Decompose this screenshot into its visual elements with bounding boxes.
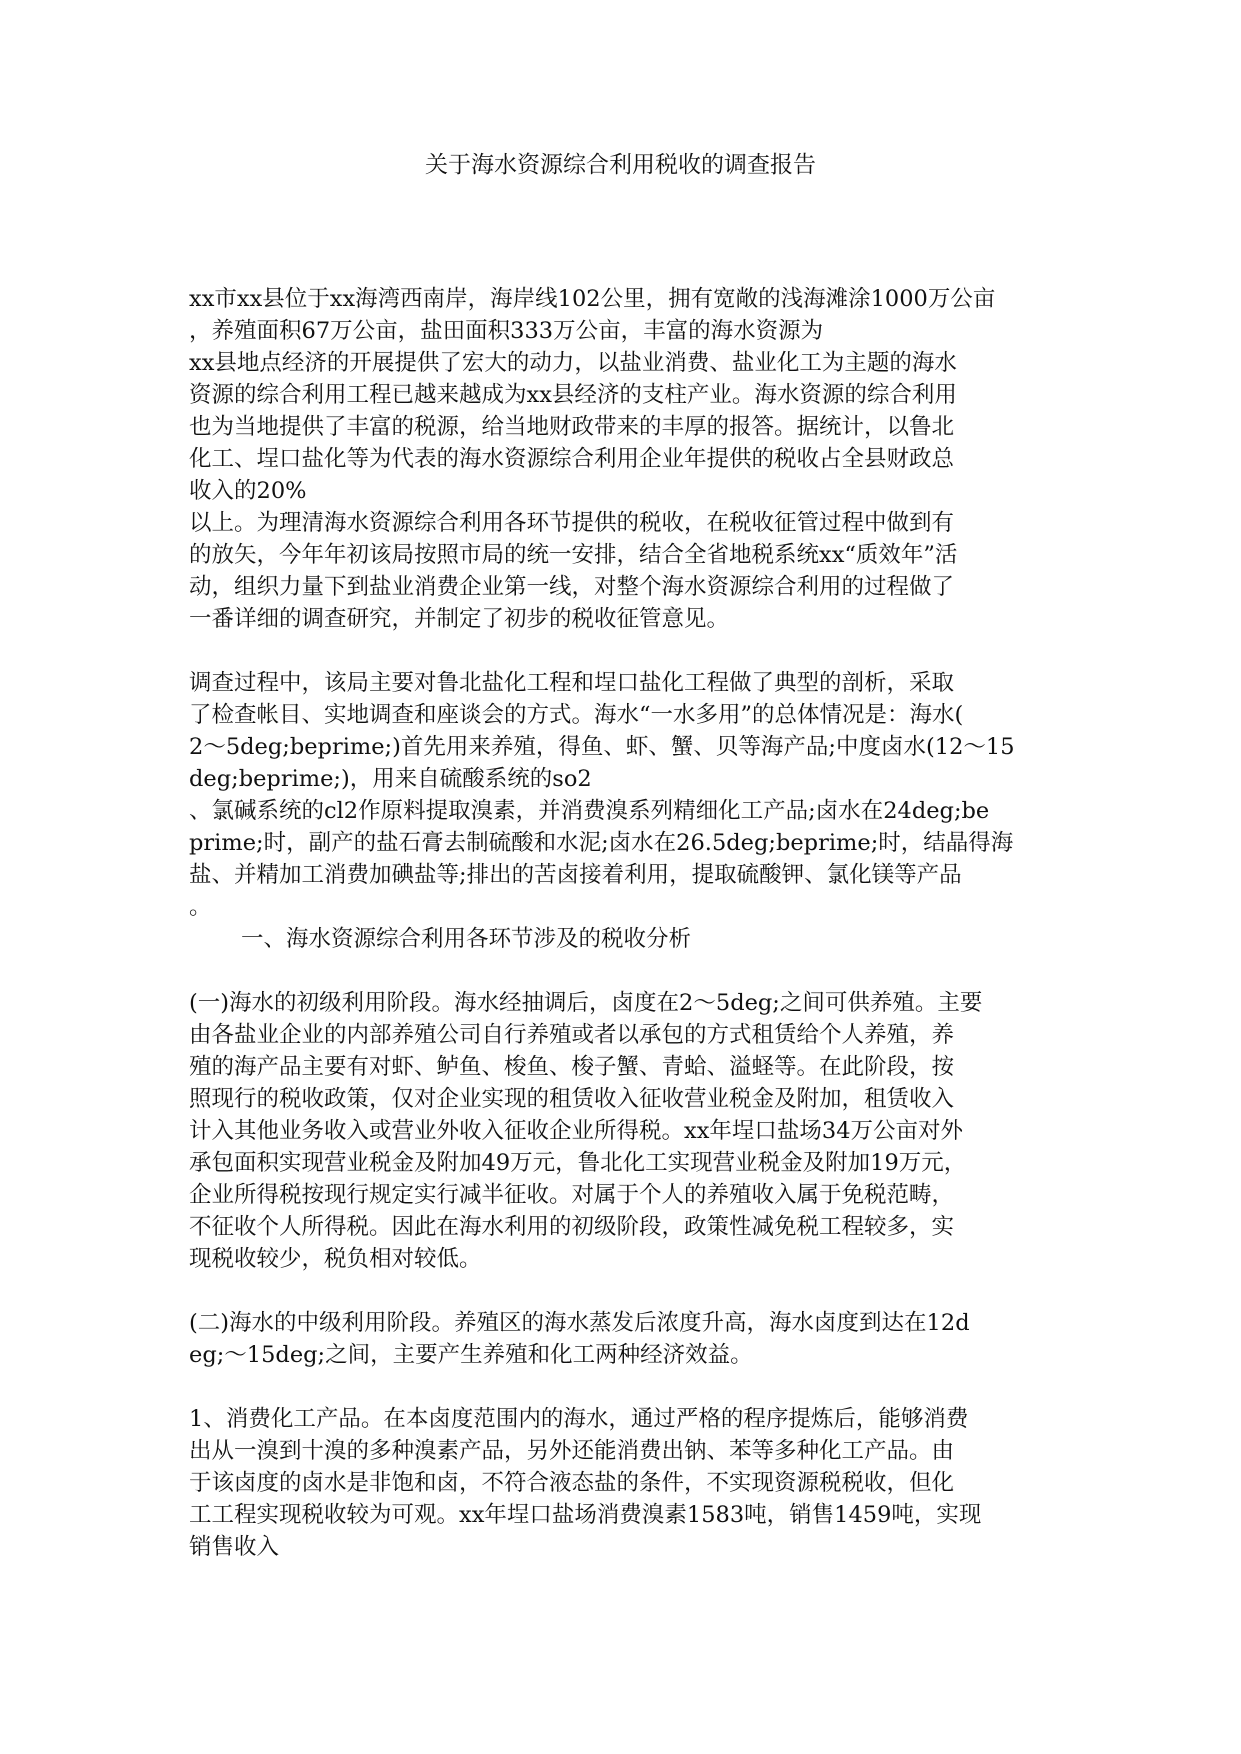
text-line: 也为当地提供了丰富的税源，给当地财政带来的丰厚的报答。据统计，以鲁北 [189, 414, 955, 440]
text-line: 计入其他业务收入或营业外收入征收企业所得税。xx年埕口盐场34万公亩对外 [189, 1118, 964, 1144]
text-line: 照现行的税收政策，仅对企业实现的租赁收入征收营业税金及附加，租赁收入 [189, 1086, 955, 1112]
text-line: 1、消费化工产品。在本卤度范围内的海水，通过严格的程序提炼后，能够消费 [189, 1406, 969, 1432]
report-body [189, 283, 1055, 1563]
text-line: 了检查帐目、实地调查和座谈会的方式。海水“一水多用”的总体情况是：海水( [189, 702, 964, 728]
text-line: ，养殖面积67万公亩，盐田面积333万公亩，丰富的海水资源为 [189, 318, 824, 344]
text-line: xx县地点经济的开展提供了宏大的动力，以盐业消费、盐业化工为主题的海水 [189, 350, 957, 376]
text-line: 以上。为理清海水资源综合利用各环节提供的税收，在税收征管过程中做到有 [189, 510, 955, 536]
text-line: (一)海水的初级利用阶段。海水经抽调后，卤度在2～5deg;之间可供养殖。主要 [189, 990, 983, 1016]
text-line: 动，组织力量下到盐业消费企业第一线，对整个海水资源综合利用的过程做了 [189, 574, 955, 600]
text-line: 、氯碱系统的cl2作原料提取溴素，并消费溴系列精细化工产品;卤水在24deg;be [189, 798, 990, 824]
text-line: 收入的20% [189, 478, 307, 504]
text-line: eg;～15deg;之间，主要产生养殖和化工两种经济效益。 [189, 1342, 753, 1368]
section-heading: 一、海水资源综合利用各环节涉及的税收分析 [241, 926, 692, 952]
text-line: 于该卤度的卤水是非饱和卤，不符合液态盐的条件，不实现资源税税收，但化 [189, 1470, 955, 1496]
text-line: 殖的海产品主要有对虾、鲈鱼、梭鱼、梭子蟹、青蛤、溢蛏等。在此阶段，按 [189, 1054, 955, 1080]
text-line: 不征收个人所得税。因此在海水利用的初级阶段，政策性减免税工程较多，实 [189, 1214, 955, 1240]
text-line: 一番详细的调查研究，并制定了初步的税收征管意见。 [189, 606, 730, 632]
paragraph-gap [189, 1371, 1055, 1403]
text-line: 出从一溴到十溴的多种溴素产品，另外还能消费出钠、苯等多种化工产品。由 [189, 1438, 955, 1464]
text-line: 由各盐业企业的内部养殖公司自行养殖或者以承包的方式租赁给个人养殖，养 [189, 1022, 955, 1048]
text-line: 盐、并精加工消费加碘盐等;排出的苦卤接着利用，提取硫酸钾、氯化镁等产品 [189, 862, 962, 888]
text-line: 销售收入 [189, 1534, 280, 1560]
text-line: 现税收较少，税负相对较低。 [189, 1246, 482, 1272]
text-line: deg;beprime;)，用来自硫酸系统的so2 [189, 766, 592, 792]
text-line: 工工程实现税收较为可观。xx年埕口盐场消费溴素1583吨，销售1459吨，实现 [189, 1502, 982, 1528]
text-line: xx市xx县位于xx海湾西南岸，海岸线102公里，拥有宽敞的浅海滩涂1000万公亩 [189, 286, 996, 312]
text-line: 。 [189, 894, 212, 920]
text-line: 2～5deg;beprime;)首先用来养殖，得鱼、虾、蟹、贝等海产品;中度卤水(12～15 [189, 734, 1015, 760]
text-line: 的放矢，今年年初该局按照市局的统一安排，结合全省地税系统xx“质效年”活 [189, 542, 958, 568]
text-line: (二)海水的中级利用阶段。养殖区的海水蒸发后浓度升高，海水卤度到达在12d [189, 1310, 970, 1336]
text-line: prime;时，副产的盐石膏去制硫酸和水泥;卤水在26.5deg;beprime;时，结晶得海 [189, 830, 1014, 856]
text-line: 资源的综合利用工程已越来越成为xx县经济的支柱产业。海水资源的综合利用 [189, 382, 957, 408]
text-line: 承包面积实现营业税金及附加49万元，鲁北化工实现营业税金及附加19万元， [189, 1150, 967, 1176]
paragraph-gap [189, 955, 1055, 987]
paragraph-gap [189, 635, 1055, 667]
text-line: 企业所得税按现行规定实行减半征收。对属于个人的养殖收入属于免税范畴， [189, 1182, 955, 1208]
page-title: 关于海水资源综合利用税收的调查报告 [425, 152, 816, 178]
paragraph-gap [189, 1275, 1055, 1307]
text-line: 化工、埕口盐化等为代表的海水资源综合利用企业年提供的税收占全县财政总 [189, 446, 955, 472]
text-line: 调查过程中，该局主要对鲁北盐化工程和埕口盐化工程做了典型的剖析，采取 [189, 670, 955, 696]
